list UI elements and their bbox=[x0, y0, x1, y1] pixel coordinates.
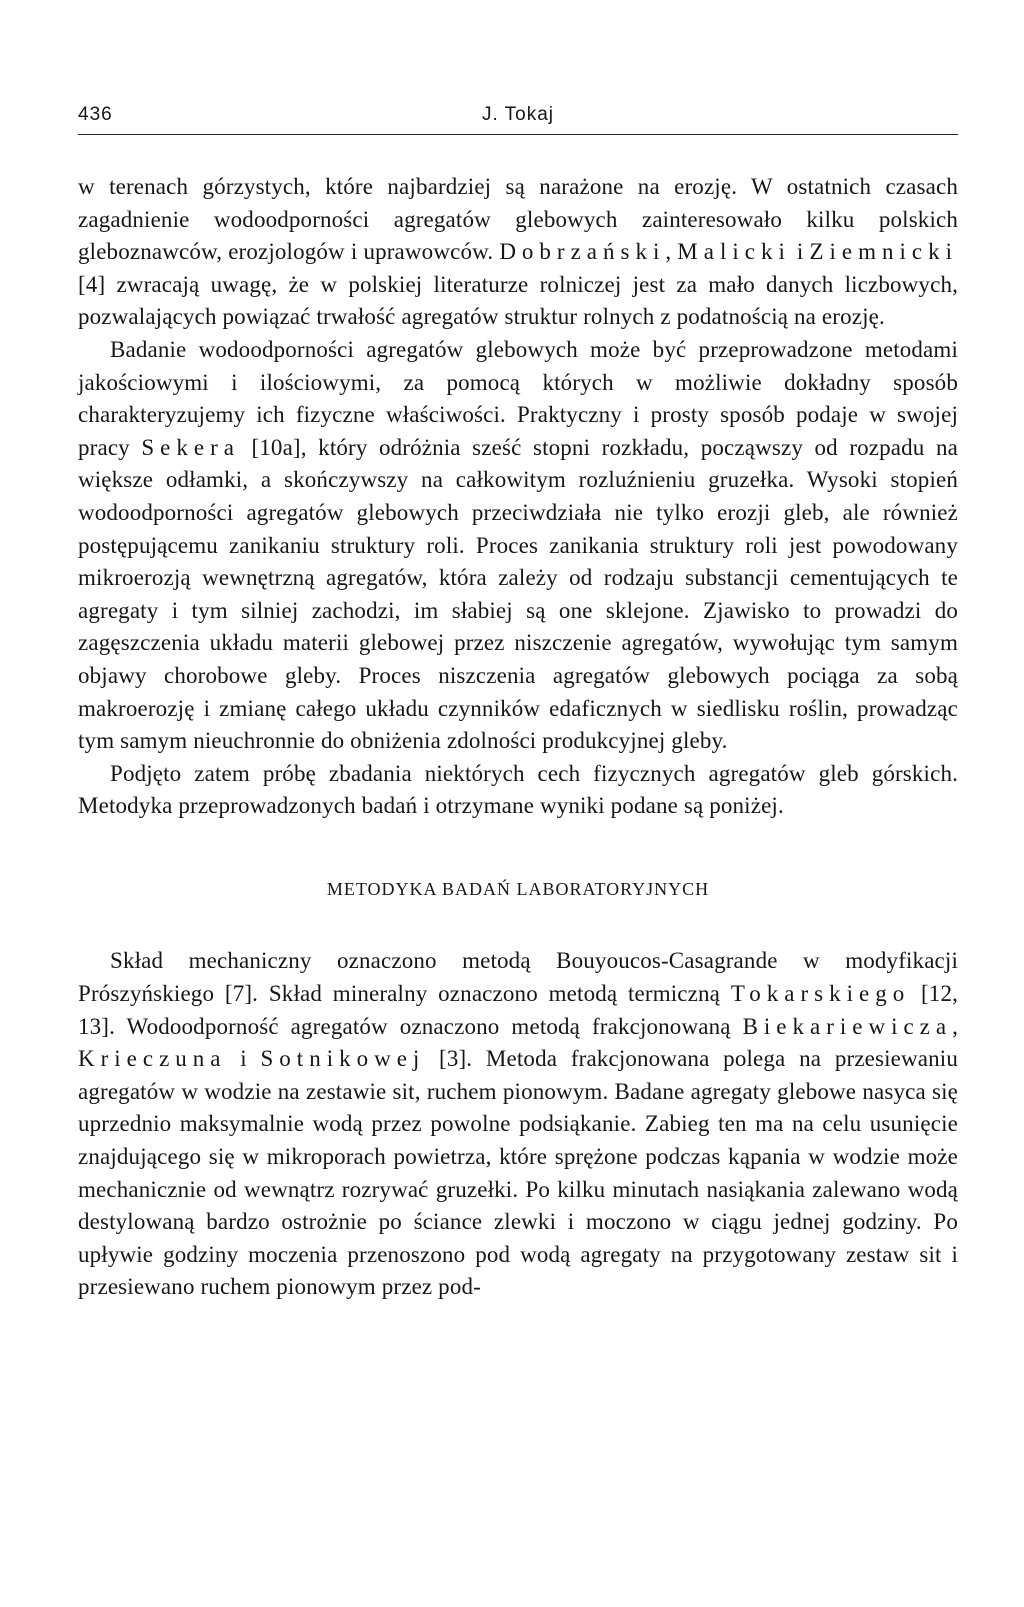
text-run: [12, 13]. Wodoodporność agregatów oznaczono metodą frakcjonowaną bbox=[78, 981, 958, 1039]
author-name: Tokarskiego bbox=[730, 981, 911, 1007]
paragraph-3 bbox=[78, 758, 958, 823]
running-head bbox=[78, 104, 958, 135]
text-run: Skład mechaniczny oznaczono metodą Bouyoucos-Casagrande w modyfikacji Prószyńskiego [7]. Skład mineralny oznaczono metodą termiczną bbox=[78, 948, 958, 1007]
paragraph-1 bbox=[78, 171, 958, 334]
author-name: Dobrzański bbox=[499, 239, 666, 265]
author-name: Sekera bbox=[141, 434, 240, 460]
paragraph-4 bbox=[78, 945, 958, 1304]
article-body bbox=[78, 171, 958, 1304]
text-run: i bbox=[790, 239, 810, 265]
running-head-author: J. Tokaj bbox=[481, 104, 555, 125]
page-number: 436 bbox=[78, 104, 113, 125]
text-run: Podjęto zatem próbę zbadania niektórych cech fizycznych agregatów gleb górskich. Metodyka przeprowadzonych badań i otrzymane wyniki podane są poniżej. bbox=[78, 760, 958, 819]
text-run: , bbox=[665, 239, 678, 265]
text-run: i bbox=[226, 1046, 261, 1072]
text-run: Badanie wodoodporności agregatów glebowych może być przeprowadzone metodami jakościowymi i ilościowymi, za pomocą których w możliwie dokładny sposób charakteryzujemy ich fizyczne właściwości. Praktyczny i prosty sposób podaje w swojej pracy bbox=[78, 336, 958, 460]
author-name: Sotnikowej bbox=[260, 1046, 426, 1072]
text-run: , bbox=[952, 1013, 958, 1039]
author-name: Krieczuna bbox=[78, 1046, 227, 1072]
text-run: w terenach górzystych, które najbardziej są narażone na erozję. W ostatnich czasach zagadnienie wodoodporności agregatów glebowych zainteresowało kilku polskich gleboznawców, erozjologów i uprawowców. bbox=[78, 174, 958, 265]
author-name: Biekariewicza bbox=[742, 1013, 953, 1039]
page bbox=[78, 104, 958, 1304]
text-run: [4] zwracają uwagę, że w polskiej literaturze rolniczej jest za mało danych liczbowych, pozwalających powiązać trwałość agregatów struktur rolnych z podatnością na erozję. bbox=[78, 271, 958, 330]
paragraph-2 bbox=[78, 334, 958, 758]
author-name: Ziemnicki bbox=[809, 239, 959, 265]
section-heading: METODYKA BADAŃ LABORATORYJNYCH bbox=[326, 878, 710, 899]
author-name: Malicki bbox=[677, 239, 791, 265]
text-run: [3]. Metoda frakcjonowana polega na przesiewaniu agregatów w wodzie na zestawie sit, ruchem pionowym. Badane agregaty glebowe nasyca się uprzednio maksymalnie wodą przez powolne podsiąkanie. Zabieg ten ma na celu usunięcie znajdującego się w mikroporach powietrza, które sprężone podczas kąpania w wodzie może mechanicznie od wewnątrz rozrywać gruzełki. Po kilku minutach nasiąkania zalewano wodą destylowaną bardzo ostrożnie po ściance zlewki i moczono w ciągu jednej godziny. Po upływie godziny moczenia przenoszono pod wodą agregaty na przygotowany zestaw sit i przesiewano ruchem pionowym przez pod- bbox=[78, 1046, 958, 1300]
text-run: [10a], który odróżnia sześć stopni rozkładu, począwszy od rozpadu na większe odłamki, a skończywszy na całkowitym rozluźnieniu gruzełka. Wysoki stopień wodoodporności agregatów glebowych przeciwdziała nie tylko erozji gleb, ale również postępującemu zanikaniu struktury roli. Proces zanikania struktury roli jest powodowany mikroerozją wewnętrzną agregatów, która zależy od rodzaju substancji cementujących te agregaty i tym silniej zachodzi, im słabiej są one sklejone. Zjawisko to prowadzi do zagęszczenia układu materii glebowej przez niszczenie agregatów, wywołując tym samym objawy chorobowe gleby. Proces niszczenia agregatów glebowych pociąga za sobą makroerozję i zmianę całego układu czynników edaficznych w siedlisku roślin, prowadząc tym samym nieuchronnie do obniżenia zdolności produkcyjnej gleby. bbox=[78, 434, 958, 754]
